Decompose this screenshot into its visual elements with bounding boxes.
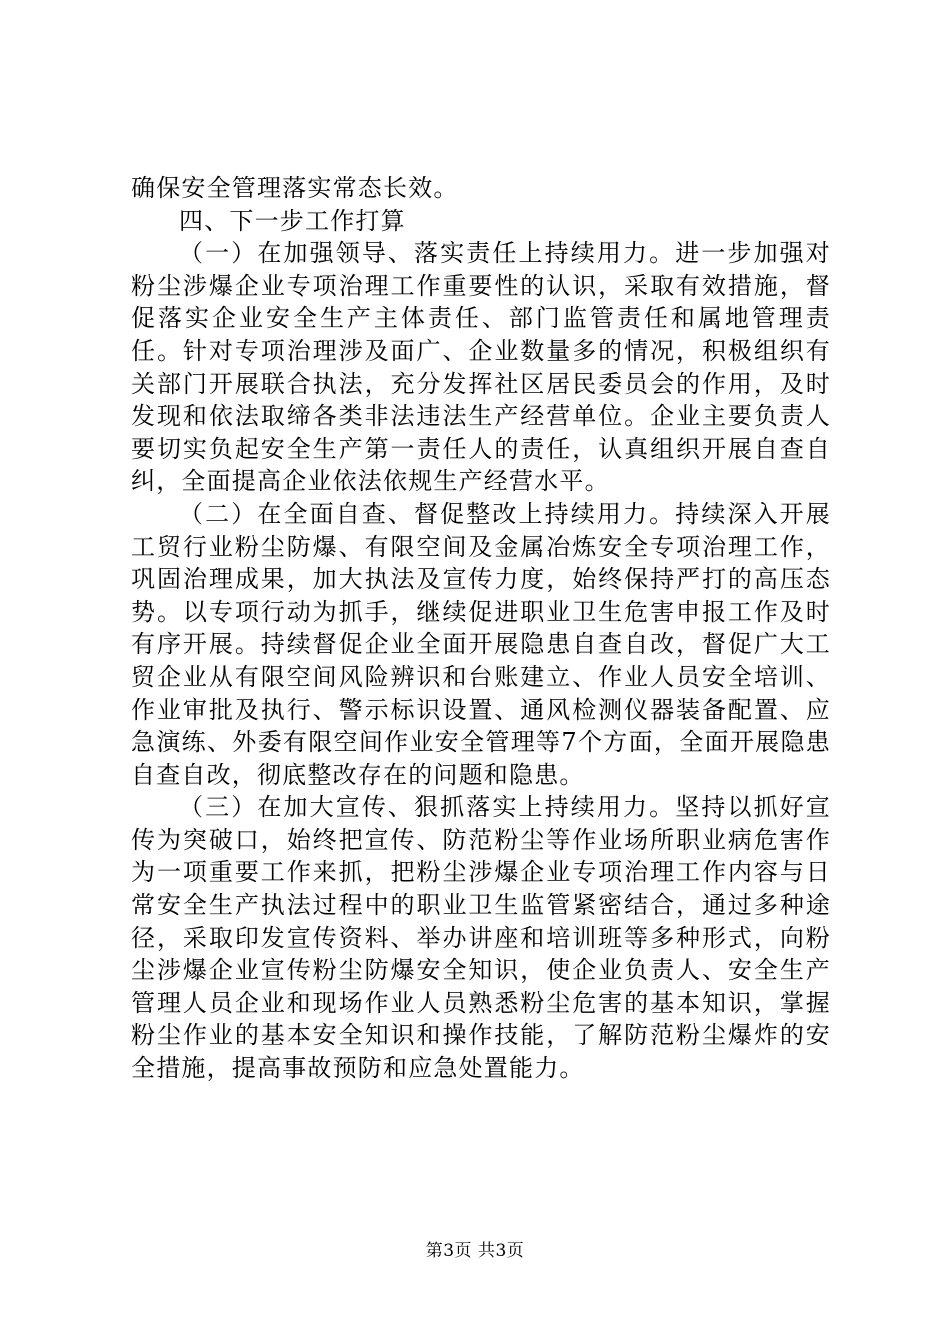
paragraph-continuation: 确保安全管理落实常态长效。	[131, 174, 459, 202]
page-number-footer: 第3页 共3页	[425, 1241, 525, 1261]
document-body	[131, 172, 831, 1085]
paragraph-item-3: （三）在加大宣传、狠抓落实上持续用力。坚持以抓好宣传为突破口，始终把宣传、防范粉尘等作业场所职业病危害作为一项重要工作来抓，把粉尘涉爆企业专项治理工作内容与日常安全生产执法过程中的职业卫生监管紧密结合，通过多种途径，采取印发宣传资料、举办讲座和培训班等多种形式，向粉尘涉爆企业宣传粉尘防爆安全知识，使企业负责人、安全生产管理人员企业和现场作业人员熟悉粉尘危害的基本知识，掌握粉尘作业的基本安全知识和操作技能，了解防范粉尘爆炸的安全措施，提高事故预防和应急处置能力。	[131, 793, 831, 1083]
section-heading: 四、下一步工作打算	[179, 206, 406, 235]
paragraph-item-2: （二）在全面自查、督促整改上持续用力。持续深入开展工贸行业粉尘防爆、有限空间及金属冶炼安全专项治理工作，巩固治理成果，加大执法及宣传力度，始终保持严打的高压态势。以专项行动为抓手，继续促进职业卫生危害申报工作及时有序开展。持续督促企业全面开展隐患自查自改，督促广大工贸企业从有限空间风险辨识和台账建立、作业人员安全培训、作业审批及执行、警示标识设置、通风检测仪器装备配置、应急演练、外委有限空间作业安全管理等7个方面，全面开展隐患自查自改，彻底整改存在的问题和隐患。	[131, 499, 831, 789]
paragraph-item-1: （一）在加强领导、落实责任上持续用力。进一步加强对粉尘涉爆企业专项治理工作重要性的认识，采取有效措施，督促落实企业安全生产主体责任、部门监管责任和属地管理责任。针对专项治理涉及面广、企业数量多的情况，积极组织有关部门开展联合执法，充分发挥社区居民委员会的作用，及时发现和依法取缔各类非法违法生产经营单位。企业主要负责人要切实负起安全生产第一责任人的责任，认真组织开展自查自纠，全面提高企业依法依规生产经营水平。	[131, 239, 831, 496]
